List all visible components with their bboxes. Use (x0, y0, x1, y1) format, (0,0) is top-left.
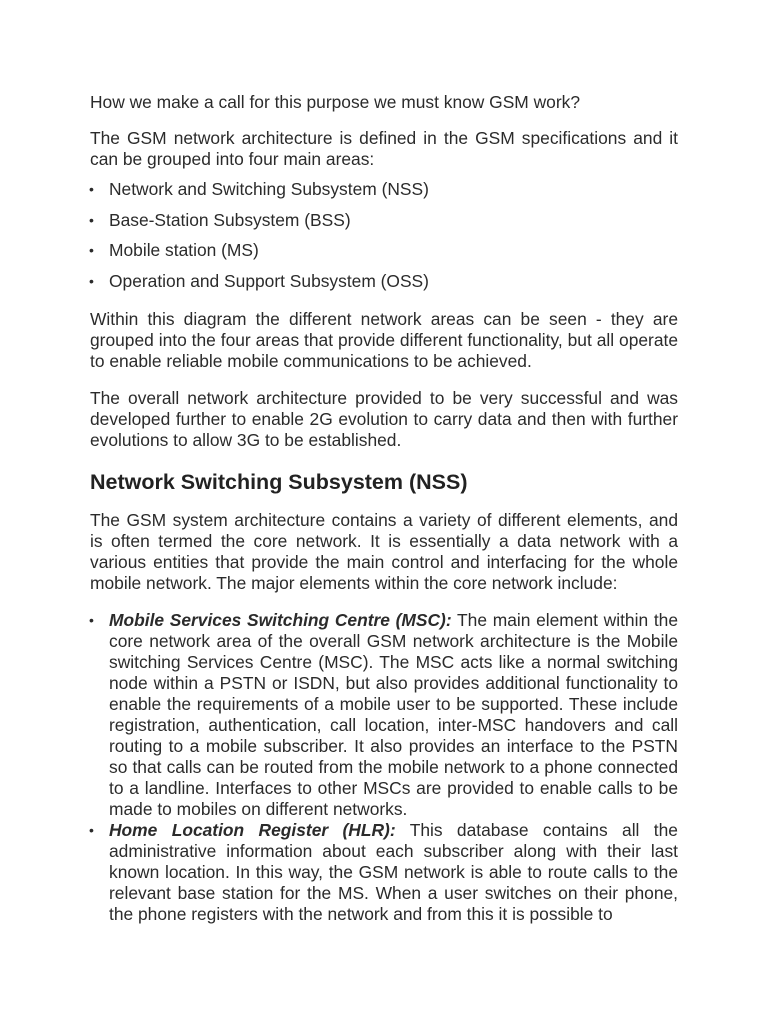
architecture-paragraph: The GSM network architecture is defined in the GSM specifications and it can be grouped into four main areas: (90, 128, 678, 169)
element-term: Home Location Register (HLR): (109, 820, 396, 840)
list-item (90, 820, 678, 925)
element-description: This database contains all the administrative information about each subscriber along with their last known location. In this way, the GSM network is able to route calls to the relevant base station for the MS. When a user switches on their phone, the phone registers with the network and from this it is possible to (109, 820, 678, 924)
bullet-icon: • (89, 242, 94, 258)
core-elements-list (90, 610, 678, 925)
diagram-paragraph: Within this diagram the different network areas can be seen - they are grouped into the four areas that provide different functionality, but all operate to enable reliable mobile communications to be achieved. (90, 309, 678, 371)
bullet-icon: • (89, 822, 94, 838)
list-item (90, 610, 678, 820)
document-page (90, 92, 678, 925)
network-areas-list (90, 179, 678, 301)
bullet-icon: • (89, 181, 94, 197)
bullet-icon: • (89, 211, 94, 228)
core-network-paragraph: The GSM system architecture contains a variety of different elements, and is often termed the core network. It is essentially a data network with a various entities that provide the main control and interfacing for the whole mobile network. The major elements within the core network include: (90, 510, 678, 593)
bullet-icon: • (89, 612, 94, 628)
list-item (90, 179, 678, 210)
nss-heading: Network Switching Subsystem (NSS) (90, 470, 468, 494)
list-item (90, 271, 678, 302)
bullet-icon: • (89, 272, 94, 289)
area-label: Mobile station (MS) (109, 240, 259, 260)
area-label: Operation and Support Subsystem (OSS) (109, 270, 429, 291)
area-label: Network and Switching Subsystem (NSS) (109, 179, 429, 199)
intro-question: How we make a call for this purpose we must know GSM work? (90, 92, 581, 112)
element-term: Mobile Services Switching Centre (MSC): (109, 610, 452, 630)
list-item (90, 210, 678, 241)
list-item (90, 240, 678, 271)
element-description: The main element within the core network area of the overall GSM network architecture is the Mobile switching Services Centre (MSC). The MSC acts like a normal switching node within a PSTN or ISDN, but also provides additional functionality to enable the requirements of a mobile user to be supported. These include registration, authentication, call location, inter-MSC handovers and call routing to a mobile subscriber. It also provides an interface to the PSTN so that calls can be routed from the mobile network to a phone connected to a landline. Interfaces to other MSCs are provided to enable calls to be made to mobiles on different networks. (109, 610, 678, 819)
overall-paragraph: The overall network architecture provided to be very successful and was developed further to enable 2G evolution to carry data and then with further evolutions to allow 3G to be established. (90, 388, 678, 450)
area-label: Base-Station Subsystem (BSS) (109, 209, 351, 230)
